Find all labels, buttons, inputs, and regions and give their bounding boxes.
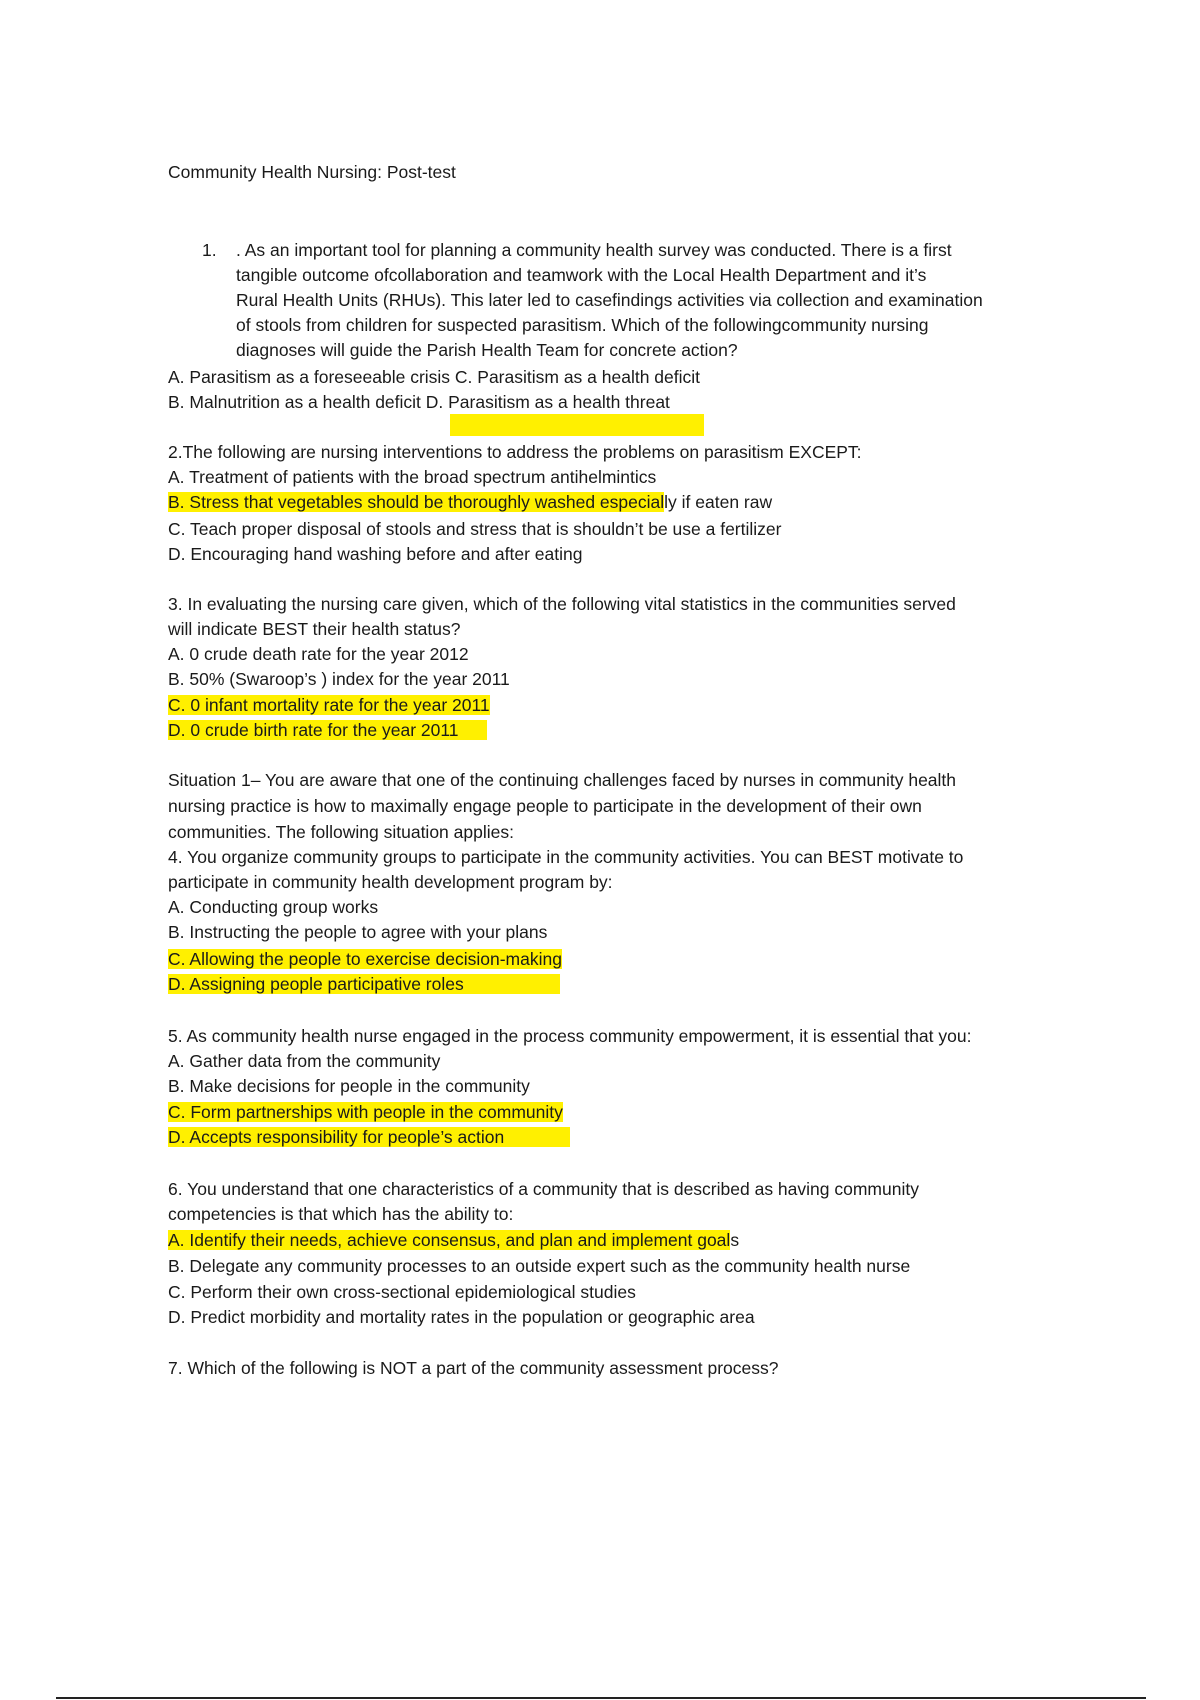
- q6-option-a-highlighted: A. Identify their needs, achieve consensus, and plan and implement goal: [168, 1230, 731, 1250]
- q6-stem-line-2: competencies is that which has the ability to:: [168, 1204, 514, 1224]
- situation-1-line-1: Situation 1– You are aware that one of the continuing challenges faced by nurses in community health: [168, 770, 957, 790]
- q6-option-b: B. Delegate any community processes to an outside expert such as the community health nurse: [168, 1256, 911, 1276]
- q5-option-d: [168, 1125, 570, 1149]
- q4-option-c: [168, 947, 562, 971]
- q5-option-d-highlighted: D. Accepts responsibility for people’s action: [168, 1127, 570, 1147]
- q4-stem-line-1: 4. You organize community groups to participate in the community activities. You can BEST motivate to: [168, 847, 964, 867]
- q7-stem: 7. Which of the following is NOT a part of the community assessment process?: [168, 1358, 779, 1378]
- q5-stem: 5. As community health nurse engaged in the process community empowerment, it is essential that you:: [168, 1026, 972, 1046]
- q1-stem-line-4: of stools from children for suspected parasitism. Which of the followingcommunity nursing: [236, 315, 929, 335]
- q2-option-b: [168, 490, 772, 514]
- situation-1-line-2: nursing practice is how to maximally engage people to participate in the development of their own: [168, 796, 922, 816]
- q3-option-c: [168, 693, 490, 717]
- q2-option-c: C. Teach proper disposal of stools and stress that is shouldn’t be use a fertilizer: [168, 519, 782, 539]
- q6-option-a-rest: s: [730, 1230, 740, 1250]
- situation-1-line-3: communities. The following situation applies:: [168, 822, 514, 842]
- q1-stem-line-5: diagnoses will guide the Parish Health Team for concrete action?: [236, 340, 738, 360]
- q4-option-c-highlighted: C. Allowing the people to exercise decision-making: [168, 949, 562, 969]
- q1-number: 1.: [202, 240, 217, 260]
- q4-stem-line-2: participate in community health development program by:: [168, 872, 613, 892]
- q1-stem-line-1: . As an important tool for planning a community health survey was conducted. There is a first: [236, 240, 952, 260]
- q3-option-c-highlighted: C. 0 infant mortality rate for the year 2011: [168, 695, 490, 715]
- q2-option-b-highlighted: B. Stress that vegetables should be thoroughly washed especial: [168, 492, 665, 512]
- q1-options-line-1: A. Parasitism as a foreseeable crisis C. Parasitism as a health deficit: [168, 367, 701, 387]
- q3-option-d-highlighted: D. 0 crude birth rate for the year 2011: [168, 720, 487, 740]
- page-title: Community Health Nursing: Post-test: [168, 162, 456, 182]
- bottom-rule-divider: [56, 1697, 1146, 1699]
- q3-option-d: [168, 718, 487, 742]
- q4-option-a: A. Conducting group works: [168, 897, 379, 917]
- q4-option-b: B. Instructing the people to agree with your plans: [168, 922, 548, 942]
- q6-option-d: D. Predict morbidity and mortality rates in the population or geographic area: [168, 1307, 755, 1327]
- q2-option-d: D. Encouraging hand washing before and after eating: [168, 544, 583, 564]
- q1-stem-line-3: Rural Health Units (RHUs). This later led to casefindings activities via collection and examination: [236, 290, 983, 310]
- q4-option-d-highlighted: D. Assigning people participative roles: [168, 974, 560, 994]
- q5-option-c: [168, 1100, 563, 1124]
- q2-option-b-rest: ly if eaten raw: [664, 492, 773, 512]
- q3-option-a: A. 0 crude death rate for the year 2012: [168, 644, 469, 664]
- q5-option-a: A. Gather data from the community: [168, 1051, 441, 1071]
- q6-option-a: [168, 1228, 739, 1252]
- q2-option-a: A. Treatment of patients with the broad spectrum antihelmintics: [168, 467, 657, 487]
- q1-options-line-2: B. Malnutrition as a health deficit D. Parasitism as a health threat: [168, 392, 670, 412]
- q4-option-d: [168, 972, 560, 996]
- q6-stem-line-1: 6. You understand that one characteristics of a community that is described as having community: [168, 1179, 919, 1199]
- q5-option-c-highlighted: C. Form partnerships with people in the community: [168, 1102, 563, 1122]
- q6-option-c: C. Perform their own cross-sectional epidemiological studies: [168, 1282, 636, 1302]
- q3-option-b: B. 50% (Swaroop’s ) index for the year 2011: [168, 669, 510, 689]
- q3-stem-line-2: will indicate BEST their health status?: [168, 619, 461, 639]
- q2-stem: 2.The following are nursing interventions to address the problems on parasitism EXCEPT:: [168, 442, 862, 462]
- q1-stem-line-2: tangible outcome ofcollaboration and teamwork with the Local Health Department and it’s: [236, 265, 927, 285]
- q3-stem-line-1: 3. In evaluating the nursing care given, which of the following vital statistics in the communities served: [168, 594, 956, 614]
- q5-option-b: B. Make decisions for people in the community: [168, 1076, 530, 1096]
- q1-highlight-mark: [450, 414, 704, 436]
